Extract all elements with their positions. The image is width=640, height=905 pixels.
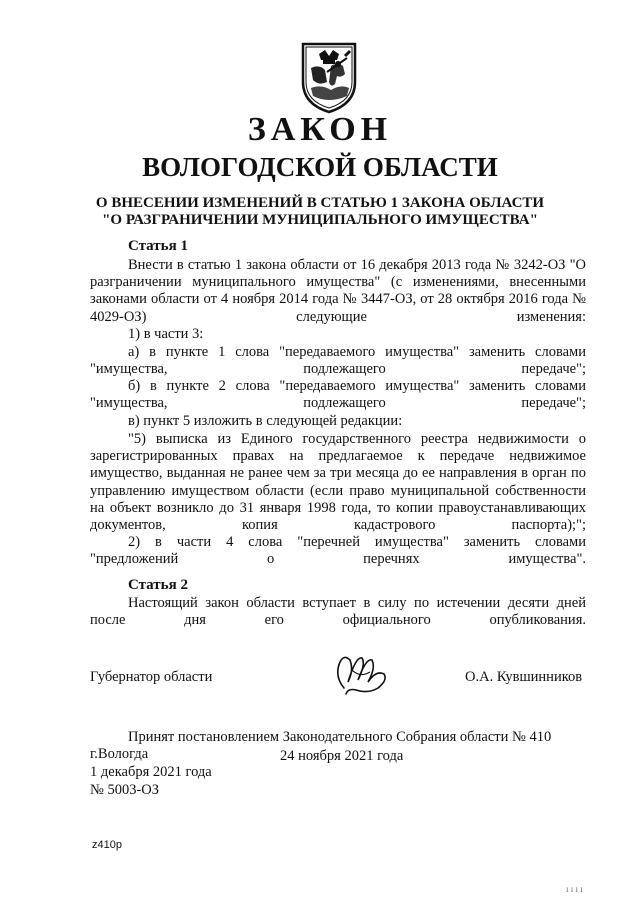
law-subtitle-line2: "О РАЗГРАНИЧЕНИИ МУНИЦИПАЛЬНОГО ИМУЩЕСТВА" bbox=[102, 212, 538, 228]
article1-item1c-quote: "5) выписка из Единого государственного реестра недвижимости о зарегистрированных правах на предлагаемое к передаче недвижимое имущество, выданная не ранее чем за три месяца до ее направления в орган по управлению имуществом области (если право муниципальной собственности на объект возникло до 31 января 1998 года, то копии правоустанавливающих документов, копия кадастрового паспорта);"; bbox=[90, 431, 586, 534]
region-title: ВОЛОГОДСКОЙ ОБЛАСТИ bbox=[142, 152, 498, 182]
signing-date: 1 декабря 2021 года bbox=[90, 764, 212, 780]
adoption-statement: Принят постановлением Законодательного Собрания области № 410 bbox=[128, 729, 552, 745]
law-number: № 5003-ОЗ bbox=[90, 782, 160, 798]
article1-item1b: б) в пункте 2 слова "передаваемого имущества" заменить словами "имущества, подлежащего передаче"; bbox=[90, 378, 586, 412]
article1-item1c: в) пункт 5 изложить в следующей редакции: bbox=[128, 413, 403, 429]
article1-heading: Статья 1 bbox=[128, 238, 188, 254]
article1-item1: 1) в части 3: bbox=[128, 326, 204, 342]
article1-item1a: а) в пункте 1 слова "передаваемого имущества" заменить словами "имущества, подлежащего передаче"; bbox=[90, 344, 586, 378]
signatory-position: Губернатор области bbox=[90, 669, 213, 685]
coat-of-arms-emblem bbox=[297, 38, 361, 116]
document-type-title: ЗАКОН bbox=[247, 111, 393, 148]
law-subtitle-line1: О ВНЕСЕНИИ ИЗМЕНЕНИЙ В СТАТЬЮ 1 ЗАКОНА ОБЛАСТИ bbox=[95, 195, 545, 211]
signatory-name: О.А. Кувшинников bbox=[465, 669, 583, 685]
document-code: z410p bbox=[92, 839, 122, 851]
adoption-date: 24 ноября 2021 года bbox=[280, 748, 404, 764]
article1-intro: Внести в статью 1 закона области от 16 декабря 2013 года № 3242-ОЗ "О разграничении муниципального имущества" (с изменениями, внесенными законами области от 4 ноября 2014 года № 3447-ОЗ, от 28 октября 2016 года № 4029-ОЗ) следующие изменения: bbox=[90, 257, 586, 325]
city: г.Вологда bbox=[90, 746, 149, 762]
handwritten-signature bbox=[330, 648, 392, 700]
article1-item2: 2) в части 4 слова "перечней имущества" заменить словами "предложений о перечнях имущества". bbox=[90, 534, 586, 568]
corner-mark: ı ı ı ı bbox=[566, 884, 583, 894]
article2-text: Настоящий закон области вступает в силу по истечении десяти дней после дня его официального опубликования. bbox=[90, 595, 586, 629]
article2-heading: Статья 2 bbox=[128, 577, 188, 593]
